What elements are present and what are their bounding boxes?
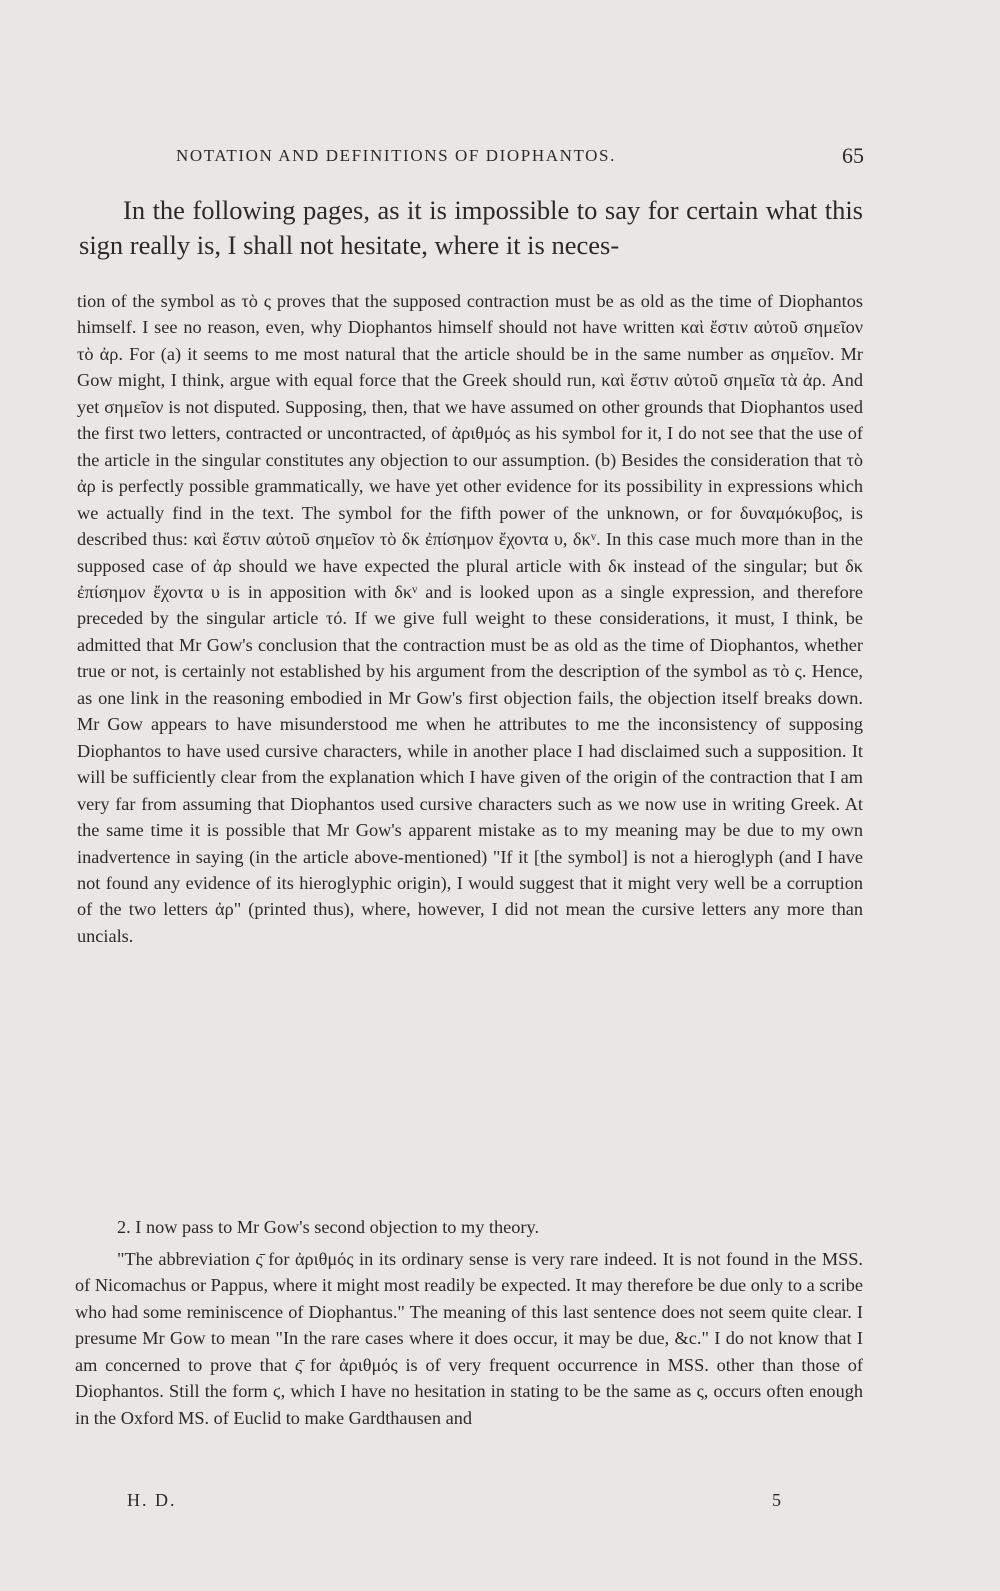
section-2-heading: 2. I now pass to Mr Gow's second objection to my theory. bbox=[117, 1217, 540, 1237]
footnote bbox=[77, 288, 863, 949]
page-number: 65 bbox=[842, 143, 864, 168]
signature-left: H. D. bbox=[127, 1490, 177, 1510]
lead-paragraph: In the following pages, as it is impossible to say for certain what this sign really is, I shall not hesitate, where it is neces- bbox=[79, 195, 863, 260]
signature-line bbox=[127, 1490, 783, 1511]
running-head bbox=[176, 143, 864, 169]
section-2-quote: "The abbreviation ς̄ for ἀριθμός in its ordinary sense is very rare indeed. It is not found in the MSS. of Nicomachus or Pappus, where it might most readily be expected. It may therefore be due only to a scribe who had some reminiscence of Diophantus." The meaning of this last sentence does not seem quite clear. I presume Mr Gow to mean "In the rare cases where it does occur, it may be due, &c." I do not know that I am concerned to prove that ς̄ for ἀριθμός is of very frequent occurrence in MSS. other than those of Diophantos. Still the form ϛ, which I have no hesitation in stating to be the same as ς, occurs often enough in the Oxford MS. of Euclid to make Gardthausen and bbox=[75, 1248, 863, 1428]
running-title: NOTATION AND DEFINITIONS OF DIOPHANTOS. bbox=[176, 146, 616, 165]
section-2 bbox=[75, 1214, 863, 1436]
footnote-text: tion of the symbol as τὸ ς proves that the supposed contraction must be as old as the time of Diophantos himself. I see no reason, even, why Diophantos himself should not have written καὶ ἔστιν αὐτοῦ σημεῖον τὸ ἀρ. For (a) it seems to me most natural that the article should be in the same number as σημεῖον. Mr Gow might, I think, argue with equal force that the Greek should run, καὶ ἔστιν αὐτοῦ σημεῖα τὰ ἀρ. And yet σημεῖον is not disputed. Supposing, then, that we have assumed on other grounds that Diophantos used the first two letters, contracted or uncontracted, of ἀριθμός as his symbol for it, I do not see that the use of the article in the singular constitutes any objection to our assumption. (b) Besides the consideration that τὸ ἀρ is perfectly possible grammatically, we have yet other evidence for its possibility in expressions which we actually find in the text. The symbol for the fifth power of the unknown, or for δυναμόκυβος, is described thus: καὶ ἔστιν αὐτοῦ σημεῖον τὸ δκ ἐπίσημον ἔχοντα υ, δκᵛ. In this case much more than in the supposed case of ἀρ should we have expected the plural article with δκ instead of the singular; but δκ ἐπίσημον ἔχοντα υ is in apposition with δκᵛ and is looked upon as a single expression, and therefore preceded by the singular article τό. If we give full weight to these considerations, it must, I think, be admitted that Mr Gow's conclusion that the contraction must be as old as the time of Diophantos, whether true or not, is certainly not established by his argument from the description of the symbol as τὸ ς. Hence, as one link in the reasoning embodied in Mr Gow's first objection fails, the objection itself breaks down. Mr Gow appears to have misunderstood me when he attributes to me the inconsistency of supposing Diophantos to have used cursive characters, while in another place I had disclaimed such a supposition. It will be sufficiently clear from the explanation which I have given of the origin of the contraction that I am very far from assuming that Diophantos used cursive characters such as we now use in writing Greek. At the same time it is possible that Mr Gow's apparent mistake as to my meaning may be due to my own inadvertence in saying (in the article above-mentioned) "If it [the symbol] is not a hieroglyph (and I have not found any evidence of its hieroglyphic origin), I would suggest that it might very well be a corruption of the two letters ἀρ" (printed thus), where, however, I did not mean the cursive letters any more than uncials. bbox=[77, 291, 863, 946]
signature-right: 5 bbox=[772, 1490, 783, 1510]
